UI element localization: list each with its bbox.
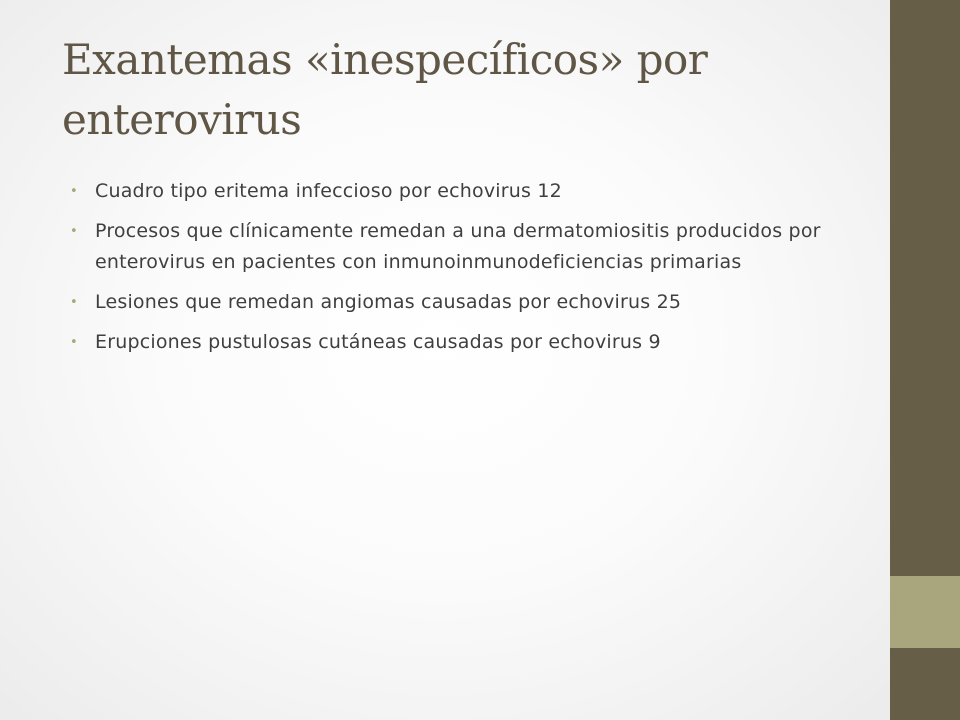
bullet-dot-icon: • — [70, 295, 78, 310]
slide-title: Exantemas «inespecíficos» por enterovirus — [62, 35, 708, 144]
side-accent-bottom — [890, 648, 960, 720]
side-accent-middle — [890, 576, 960, 648]
bullet-text: Procesos que clínicamente remedan a una dermatomiositis producidos por enterovirus en pacientes con inmunoinmunodeficiencias primarias — [95, 220, 821, 273]
bullet-dot-icon: • — [70, 335, 78, 350]
side-accent-top — [890, 0, 960, 576]
bullet-text: Erupciones pustulosas cutáneas causadas por echovirus 9 — [95, 331, 661, 353]
bullet-text: Cuadro tipo eritema infeccioso por echovirus 12 — [95, 180, 562, 202]
bullet-item — [70, 287, 840, 318]
bullet-dot-icon: • — [70, 224, 78, 239]
side-accent-bar — [890, 0, 960, 720]
bullet-dot-icon: • — [70, 184, 78, 199]
bullet-item — [70, 216, 840, 278]
bullet-list — [70, 176, 840, 367]
bullet-item — [70, 327, 840, 358]
bullet-item — [70, 176, 840, 207]
bullet-text: Lesiones que remedan angiomas causadas por echovirus 25 — [95, 291, 682, 313]
